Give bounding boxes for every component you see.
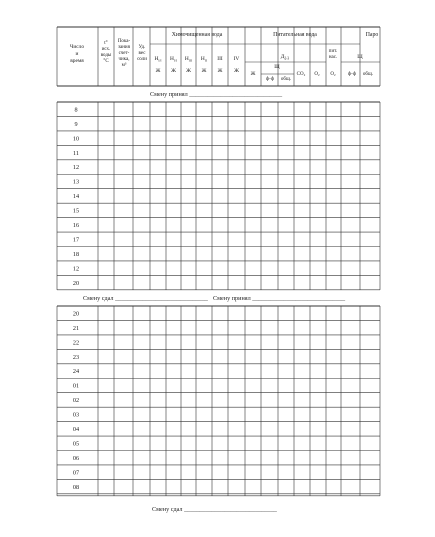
softened-water-column-hardness: Ж	[201, 68, 207, 74]
feed-total-label: общ.	[280, 77, 292, 82]
row-label-hour: 03	[72, 411, 80, 419]
row-label-hour: 01	[72, 382, 80, 390]
block-2-row-labels	[73, 310, 79, 490]
row-label-hour: 12	[72, 265, 80, 273]
row-label-hour: 20	[72, 279, 80, 287]
feed-phenolphthalein-label: ф-ф	[265, 77, 275, 82]
row-label-hour: 16	[72, 222, 80, 230]
row-label-hour: 20	[72, 310, 80, 318]
feed-d-label: $Д_{2-3}$	[280, 54, 290, 61]
group-header-softened-water: Химочищенная вода	[171, 32, 223, 38]
softened-water-column-label: $Н_{III}$	[184, 56, 193, 63]
softened-water-column-label: $Н_{II}$	[200, 56, 208, 63]
row-label-hour: 13	[72, 178, 80, 186]
column-header-meter-reading: Пока-зания счет-чика, м³	[117, 39, 131, 68]
feed-alkalinity-label: Щ	[274, 64, 280, 70]
column-header-source-water-temp: t° исх. воды °С	[100, 41, 112, 64]
row-label-hour: 11	[73, 149, 79, 157]
row-label-hour: 07	[72, 469, 80, 477]
row-label-hour: 8	[74, 106, 78, 114]
softened-water-column-label: III	[217, 56, 223, 62]
softened-water-column-hardness: Ж	[234, 68, 239, 74]
shift-accepted-line-2: Смену принял ______________________________	[213, 295, 346, 302]
column-header-date-time: Число и время	[69, 44, 85, 64]
softened-water-column-label: $Н_{I/I}$	[154, 56, 162, 63]
softened-water-column-hardness: Ж	[217, 68, 223, 74]
feed-pump-o2-label: O₂	[330, 72, 336, 77]
row-label-hour: 04	[72, 426, 80, 434]
row-label-hour: 02	[72, 397, 80, 405]
row-label-hour: 15	[72, 207, 80, 215]
row-label-hour: 24	[72, 368, 80, 376]
softened-water-column-hardness: Ж	[186, 68, 191, 74]
group-header-steam: Паро	[365, 32, 379, 38]
row-label-hour: 23	[72, 353, 80, 361]
row-label-hour: 9	[74, 120, 78, 128]
softened-water-columns	[154, 56, 239, 74]
row-label-hour: 14	[72, 193, 80, 201]
steam-phenolphthalein-label: ф-ф	[347, 72, 357, 77]
group-header-feed-water: Питательная вода	[273, 32, 317, 38]
row-label-hour: 21	[72, 324, 80, 332]
column-header-salt-specific-gravity: Уд. вес соли	[137, 45, 147, 62]
softened-water-column-hardness: Ж	[171, 68, 176, 74]
row-label-hour: 22	[72, 339, 80, 347]
feed-o2-label: O₂	[314, 72, 320, 77]
steam-total-label: общ.	[362, 72, 374, 77]
shift-handed-over-line-2: Смену сдал ______________________________	[152, 506, 277, 513]
row-label-hour: 06	[72, 454, 80, 462]
row-label-hour: 17	[72, 236, 80, 244]
shift-handed-over-line-1: Смену сдал ______________________________	[83, 295, 208, 302]
table-header	[70, 32, 378, 82]
row-label-hour: 18	[72, 250, 80, 258]
row-label-hour: 05	[72, 440, 80, 448]
feed-hardness-label: Ж	[250, 71, 256, 77]
softened-water-column-label: $Н_{I/I}$	[169, 56, 178, 63]
softened-water-column-hardness: Ж	[155, 68, 161, 74]
feed-co2-label: CO₂	[296, 72, 306, 77]
block-1-row-labels	[73, 106, 79, 286]
row-label-hour: 08	[72, 483, 80, 491]
feed-pump-label: пит. нас.	[328, 49, 338, 60]
shift-accepted-line-1: Смену принял ______________________________	[150, 91, 283, 98]
softened-water-column-label: IV	[233, 56, 240, 62]
row-label-hour: 12	[72, 164, 80, 172]
row-label-hour: 10	[72, 135, 80, 143]
steam-alkalinity-label: Щ	[357, 54, 363, 60]
